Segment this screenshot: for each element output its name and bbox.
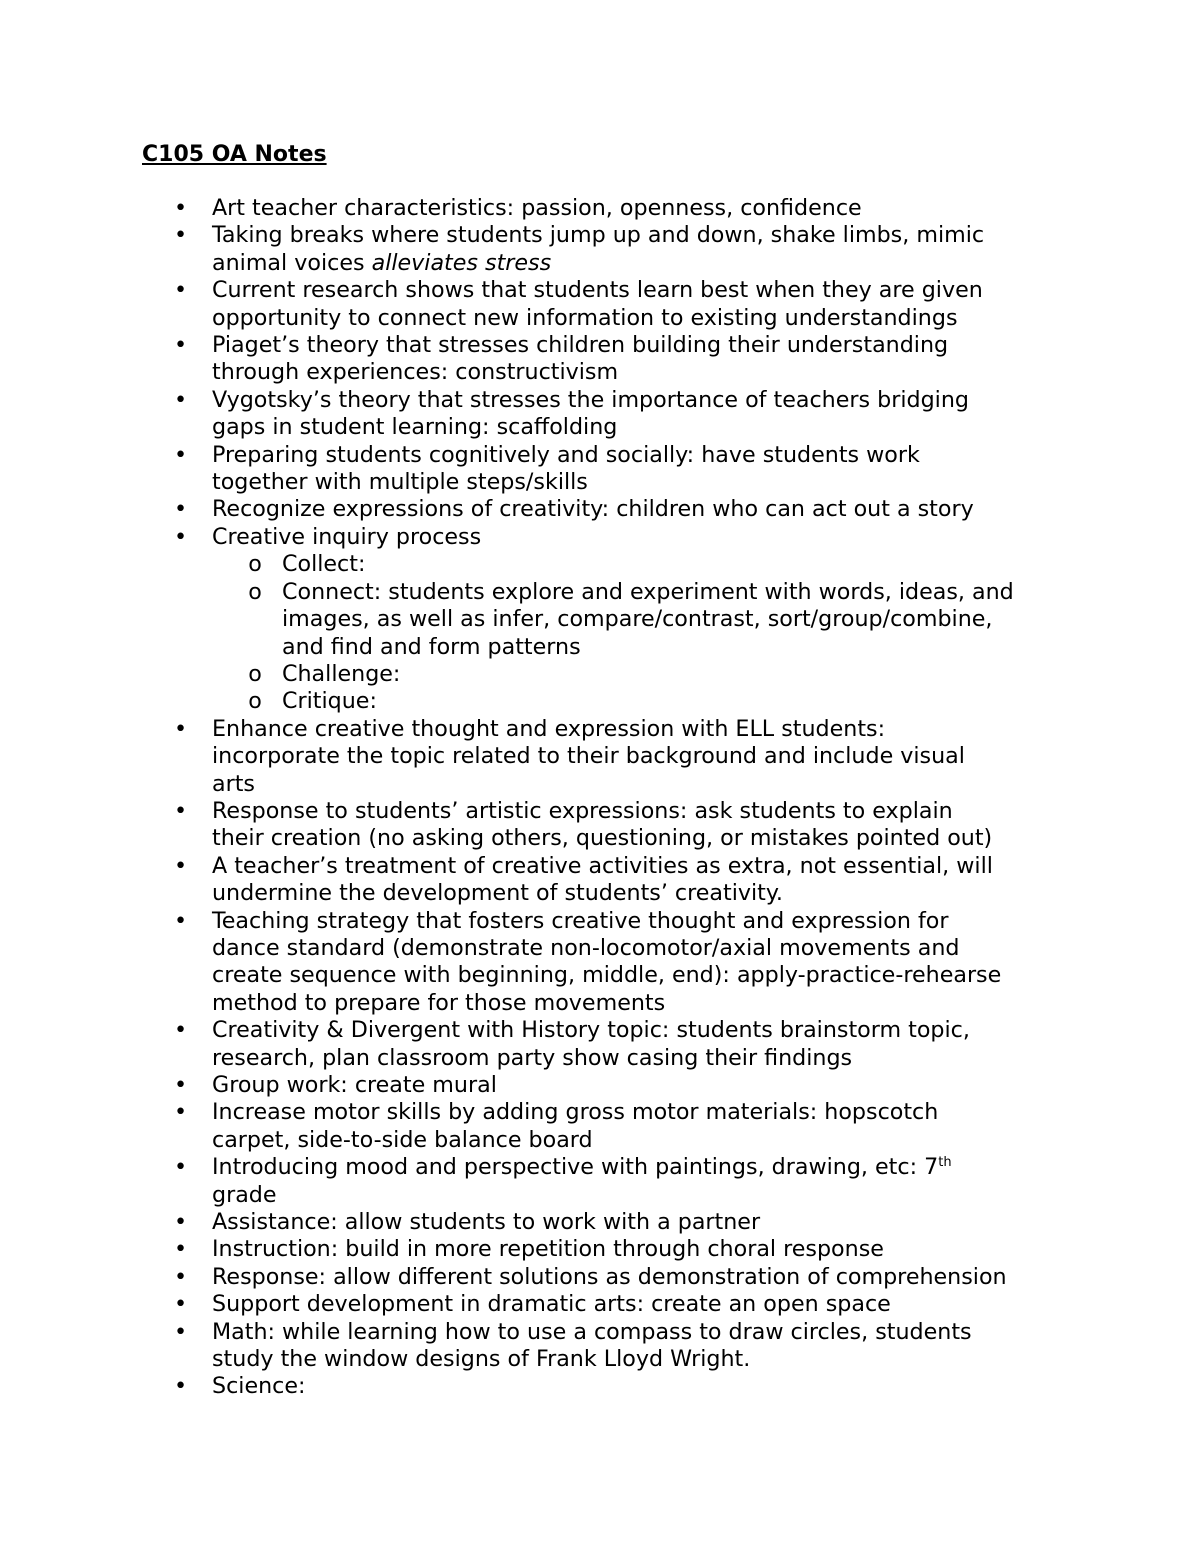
bullet-icon: • [174, 852, 188, 879]
bullet-icon: • [174, 797, 188, 824]
bullet-icon: • [174, 222, 188, 249]
list-item [174, 1209, 1082, 1236]
bullet-icon: • [174, 1072, 188, 1098]
list-item [174, 496, 1082, 523]
list-item [174, 1263, 1082, 1291]
note-line: Critique: [282, 688, 377, 715]
bullet-icon: • [174, 441, 188, 468]
list-item [174, 1291, 1082, 1318]
list-item [174, 1154, 1082, 1209]
sub-list-item [212, 579, 1082, 661]
note-line [212, 250, 1082, 277]
note-line: Preparing students cognitively and socially: have students work [212, 441, 920, 468]
note-text: Introducing mood and perspective with paintings, drawing, etc: 7 [212, 1154, 939, 1181]
note-line: together with multiple steps/skills [212, 469, 588, 496]
list-item [174, 523, 1082, 716]
note-line: images, as well as infer, compare/contrast, sort/group/combine, [282, 606, 993, 633]
note-line: Group work: create mural [212, 1072, 497, 1098]
note-line: their creation (no asking others, questioning, or mistakes pointed out) [212, 825, 993, 852]
bullet-icon: • [174, 332, 188, 359]
bullet-icon: • [174, 715, 188, 742]
sub-list-item [212, 661, 1082, 688]
circle-bullet-icon: o [248, 578, 262, 605]
note-line: Recognize expressions of creativity: children who can act out a story [212, 496, 974, 523]
note-emphasis: alleviates stress [371, 249, 552, 276]
superscript: th [938, 1155, 952, 1171]
note-line: Piaget’s theory that stresses children building their understanding [212, 332, 949, 359]
sub-list-item [212, 688, 1082, 715]
note-line: Current research shows that students learn best when they are given [212, 277, 983, 304]
note-line: method to prepare for those movements [212, 989, 666, 1016]
note-line: Taking breaks where students jump up and down, shake limbs, mimic [212, 222, 985, 249]
bullet-icon: • [174, 1017, 188, 1044]
note-line: gaps in student learning: scaffolding [212, 414, 618, 441]
list-item [174, 195, 1082, 222]
list-item [174, 386, 1082, 442]
note-line: Connect: students explore and experiment with words, ideas, and [282, 578, 1014, 605]
bullet-icon: • [174, 1291, 188, 1318]
note-text: animal voices [212, 249, 372, 276]
note-line: Response: allow different solutions as demonstration of comprehension [212, 1263, 1007, 1290]
list-item [174, 907, 1082, 1018]
bullet-icon: • [174, 195, 188, 221]
list-item [174, 852, 1082, 908]
bullet-icon: • [174, 1209, 188, 1236]
note-line: Teaching strategy that fosters creative thought and expression for [212, 907, 949, 934]
bullet-icon: • [174, 1154, 188, 1181]
note-line: Science: [212, 1373, 306, 1400]
bullet-icon: • [174, 1263, 188, 1290]
bullet-icon: • [174, 523, 188, 550]
list-item [174, 1236, 1082, 1263]
note-line: arts [212, 770, 255, 797]
notes-list [174, 195, 1082, 1401]
list-item [174, 277, 1082, 332]
list-item [174, 1318, 1082, 1374]
note-line: through experiences: constructivism [212, 359, 619, 386]
bullet-icon: • [174, 277, 188, 304]
circle-bullet-icon: o [248, 660, 262, 687]
note-line: Increase motor skills by adding gross motor materials: hopscotch [212, 1099, 939, 1126]
bullet-icon: • [174, 1236, 188, 1263]
note-line: Art teacher characteristics: passion, openness, confidence [212, 195, 862, 221]
note-line: incorporate the topic related to their background and include visual [212, 743, 965, 770]
list-item [174, 715, 1082, 798]
list-item [174, 1017, 1082, 1072]
note-line: undermine the development of students’ creativity. [212, 880, 783, 907]
note-line: A teacher’s treatment of creative activities as extra, not essential, will [212, 852, 993, 879]
bullet-icon: • [174, 386, 188, 413]
note-line: carpet, side-to-side balance board [212, 1126, 593, 1153]
note-line: dance standard (demonstrate non-locomotor/axial movements and [212, 934, 960, 961]
list-item [174, 1072, 1082, 1099]
list-item [174, 1099, 1082, 1154]
note-line [212, 1154, 1082, 1181]
note-line: Response to students’ artistic expressions: ask students to explain [212, 797, 953, 824]
note-line: Instruction: build in more repetition through choral response [212, 1236, 884, 1263]
bullet-icon: • [174, 1318, 188, 1345]
bullet-icon: • [174, 1099, 188, 1126]
note-line: Collect: [282, 551, 366, 578]
note-line: study the window designs of Frank Lloyd Wright. [212, 1346, 751, 1373]
note-line: Vygotsky’s theory that stresses the importance of teachers bridging [212, 386, 969, 413]
list-item [174, 1373, 1082, 1400]
note-line: Creative inquiry process [212, 523, 482, 550]
page-title: C105 OA Notes [142, 142, 327, 167]
bullet-icon: • [174, 496, 188, 523]
note-line: and find and form patterns [282, 633, 581, 660]
sub-notes-list [212, 551, 1082, 715]
note-line: Support development in dramatic arts: create an open space [212, 1291, 891, 1318]
note-line: research, plan classroom party show casing their findings [212, 1044, 853, 1071]
note-line: create sequence with beginning, middle, end): apply-practice-rehearse [212, 962, 1002, 989]
bullet-icon: • [174, 907, 188, 934]
circle-bullet-icon: o [248, 688, 262, 715]
list-item [174, 332, 1082, 387]
note-line: Challenge: [282, 660, 401, 687]
note-line: Math: while learning how to use a compass to draw circles, students [212, 1318, 972, 1345]
list-item [174, 222, 1082, 277]
note-line: opportunity to connect new information to existing understandings [212, 304, 958, 331]
bullet-icon: • [174, 1373, 188, 1400]
note-line: Assistance: allow students to work with a partner [212, 1209, 761, 1236]
circle-bullet-icon: o [248, 551, 262, 578]
note-line: Creativity & Divergent with History topic: students brainstorm topic, [212, 1017, 970, 1044]
sub-list-item [212, 551, 1082, 578]
list-item [174, 797, 1082, 853]
note-line: Enhance creative thought and expression with ELL students: [212, 715, 886, 742]
list-item [174, 441, 1082, 497]
note-line: grade [212, 1181, 277, 1208]
